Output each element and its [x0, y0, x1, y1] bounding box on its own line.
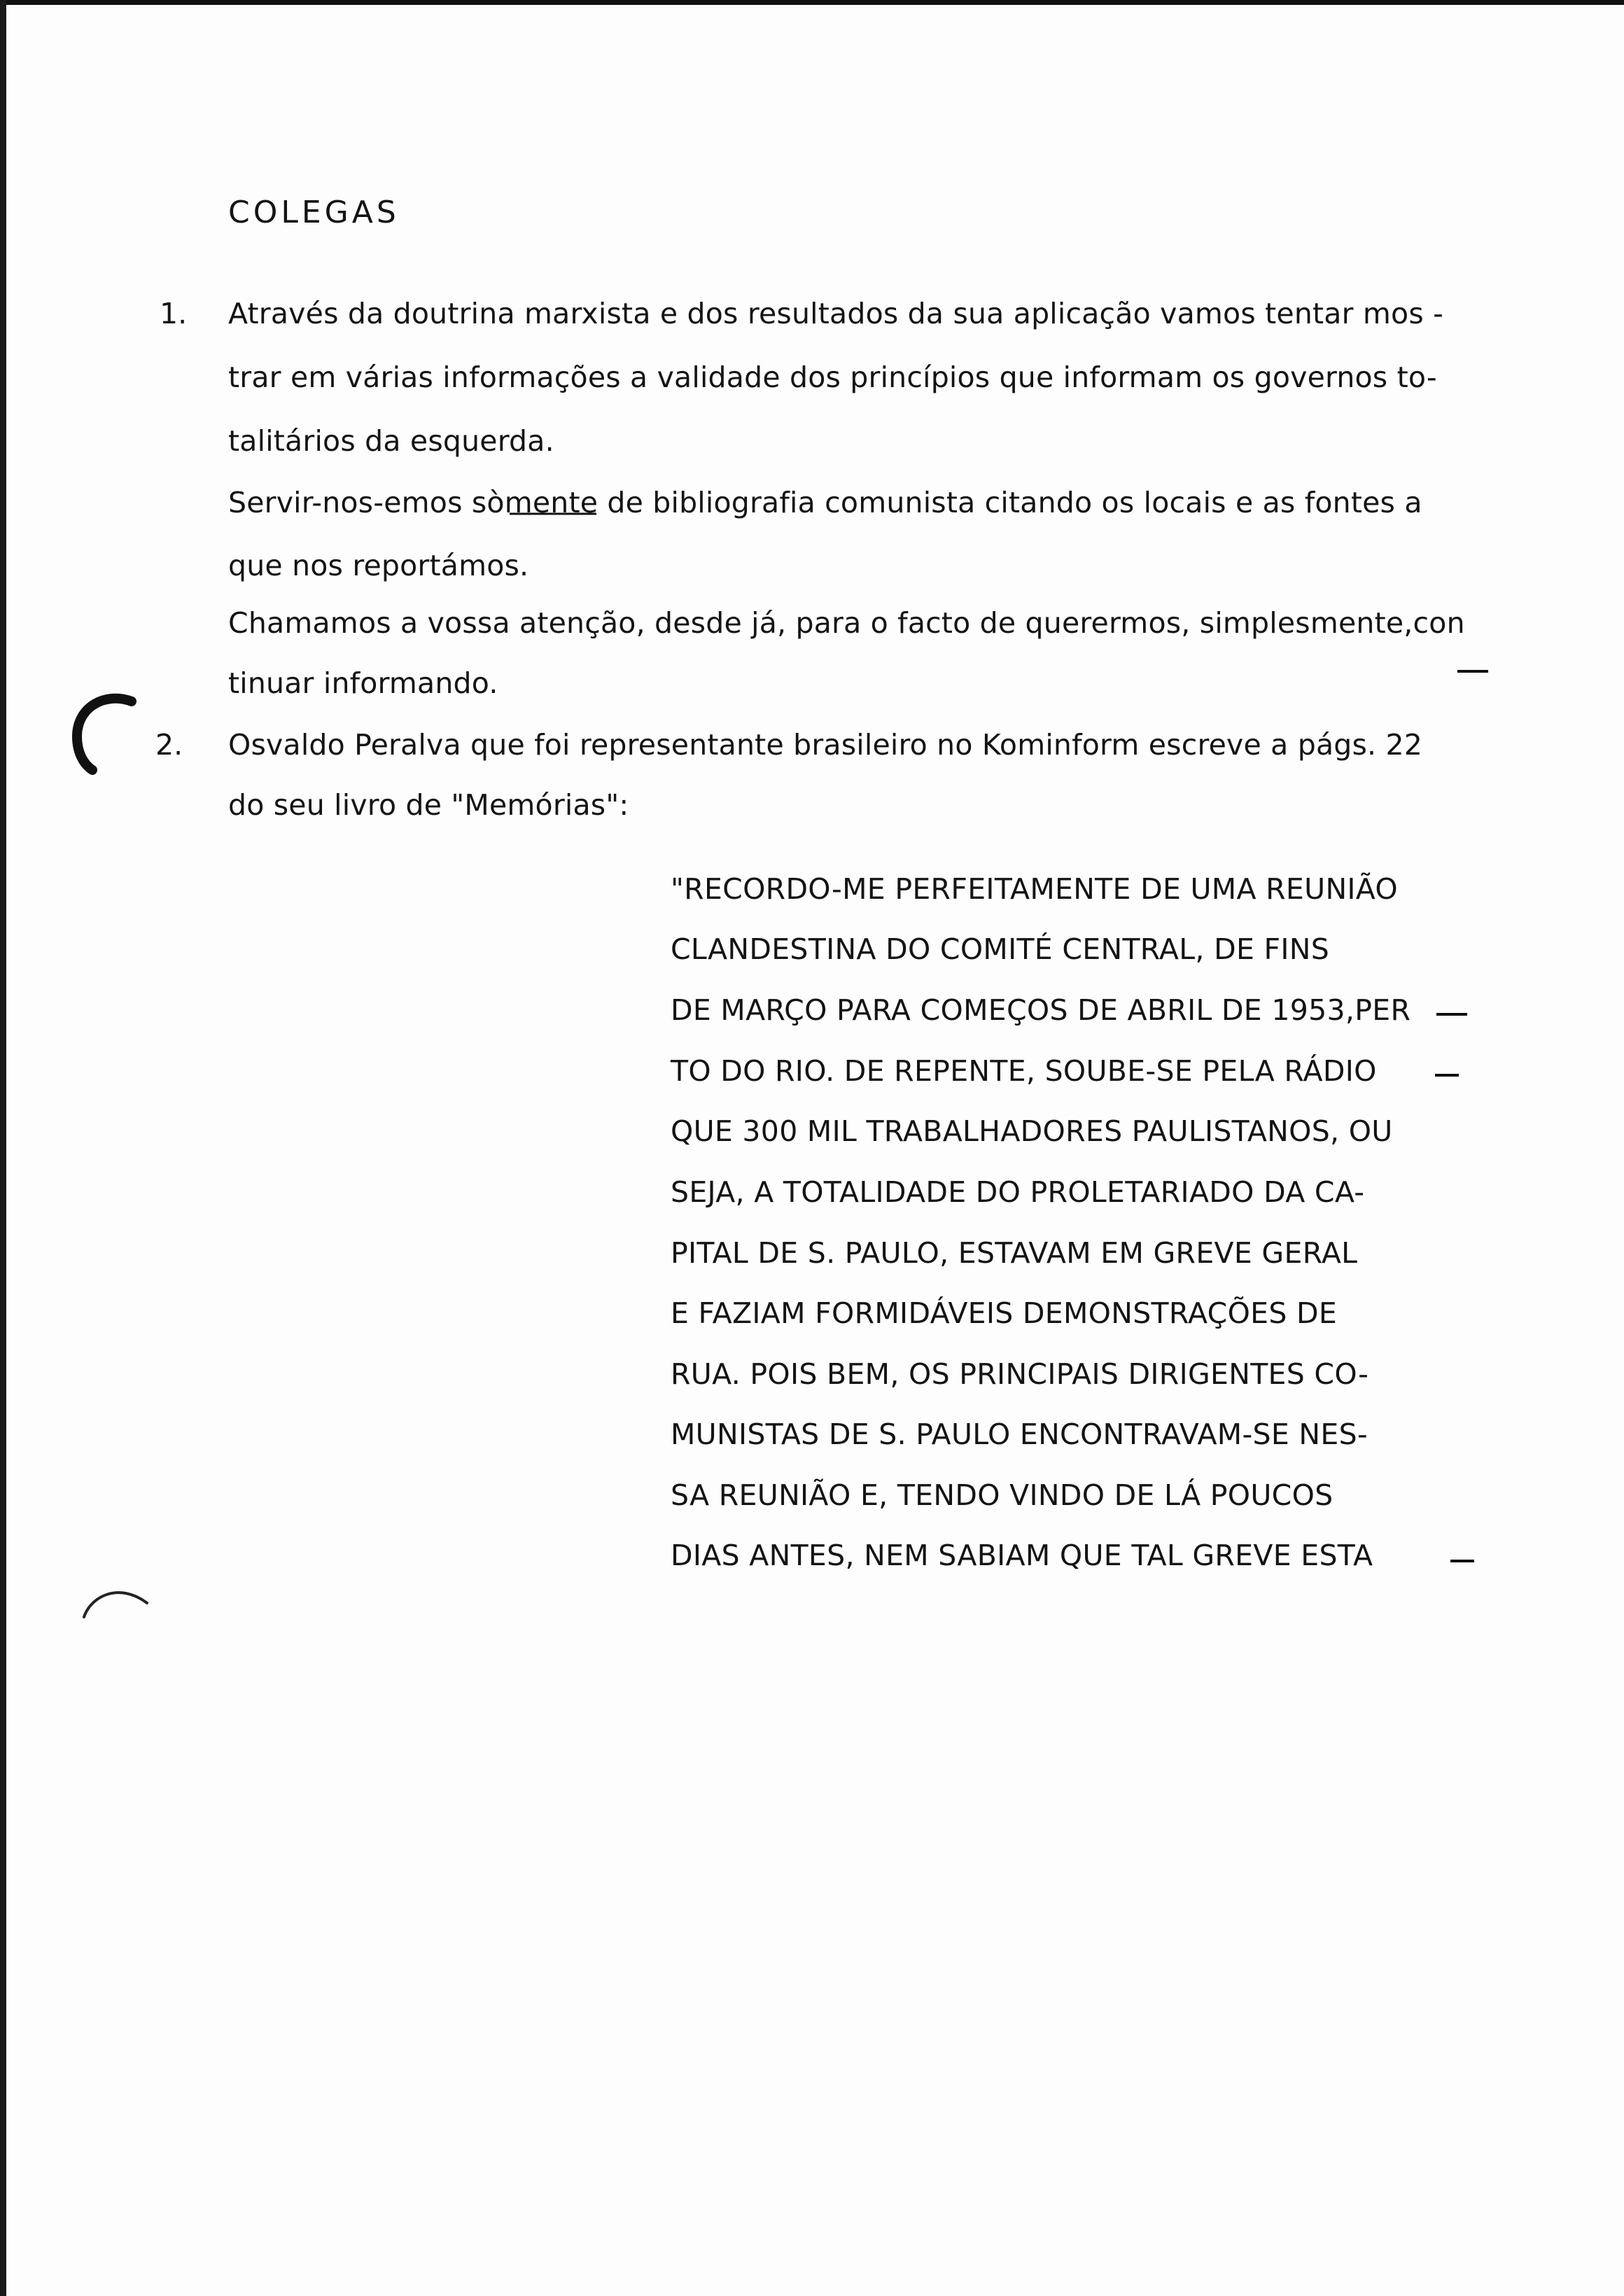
item-number-2: 2.: [155, 728, 183, 762]
item-2-line-2: do seu livro de "Memórias":: [228, 788, 629, 822]
quote-line-12: DIAS ANTES, NEM SABIAM QUE TAL GREVE ESTA: [671, 1539, 1373, 1572]
quote-line-3: DE MARÇO PARA COMEÇOS DE ABRIL DE 1953,PER: [671, 993, 1411, 1027]
item-1-line-4: Servir-nos-emos sòmente de bibliografia comunista citando os locais e as fontes a: [228, 486, 1422, 519]
quote-line-9: RUA. POIS BEM, OS PRINCIPAIS DIRIGENTES CO-: [671, 1357, 1369, 1391]
underline-mark: [1435, 1010, 1470, 1018]
item-1-line-1: Através da doutrina marxista e dos resultados da sua aplicação vamos tentar mos -: [228, 297, 1444, 330]
underline-mark: [1456, 667, 1491, 676]
scan-border-top: [0, 0, 1624, 5]
underline-mark: [508, 510, 599, 518]
quote-line-6: SEJA, A TOTALIDADE DO PROLETARIADO DA CA-: [671, 1175, 1365, 1209]
quote-line-8: E FAZIAM FORMIDÁVEIS DEMONSTRAÇÕES DE: [671, 1296, 1338, 1330]
margin-bracket-mark: [49, 686, 147, 784]
item-1-line-3: talitários da esquerda.: [228, 424, 554, 458]
item-number-1: 1.: [160, 297, 188, 330]
item-1-line-5: que nos reportámos.: [228, 549, 529, 582]
quote-line-1: "RECORDO-ME PERFEITAMENTE DE UMA REUNIÃO: [671, 872, 1399, 906]
item-1-line-6: Chamamos a vossa atenção, desde já, para o facto de querermos, simplesmente,con: [228, 606, 1465, 640]
item-1-line-7: tinuar informando.: [228, 666, 498, 700]
quote-line-4: TO DO RIO. DE REPENTE, SOUBE-SE PELA RÁDIO: [671, 1054, 1377, 1088]
quote-line-5: QUE 300 MIL TRABALHADORES PAULISTANOS, OU: [671, 1114, 1393, 1148]
item-1-line-2: trar em várias informações a validade dos princípios que informam os governos to-: [228, 360, 1437, 394]
quote-line-10: MUNISTAS DE S. PAULO ENCONTRAVAM-SE NES-: [671, 1418, 1368, 1451]
item-2-line-1: Osvaldo Peralva que foi representante brasileiro no Kominform escreve a págs. 22: [228, 728, 1423, 762]
underline-mark: [1449, 1557, 1477, 1565]
quote-line-2: CLANDESTINA DO COMITÉ CENTRAL, DE FINS: [671, 932, 1330, 966]
page-heading: COLEGAS: [228, 195, 400, 230]
quote-line-7: PITAL DE S. PAULO, ESTAVAM EM GREVE GERAL: [671, 1236, 1358, 1270]
margin-arc-mark: [77, 1575, 161, 1631]
scan-border-left: [0, 0, 6, 2296]
quote-line-11: SA REUNIÃO E, TENDO VINDO DE LÁ POUCOS: [671, 1478, 1334, 1512]
underline-mark: [1434, 1071, 1462, 1079]
